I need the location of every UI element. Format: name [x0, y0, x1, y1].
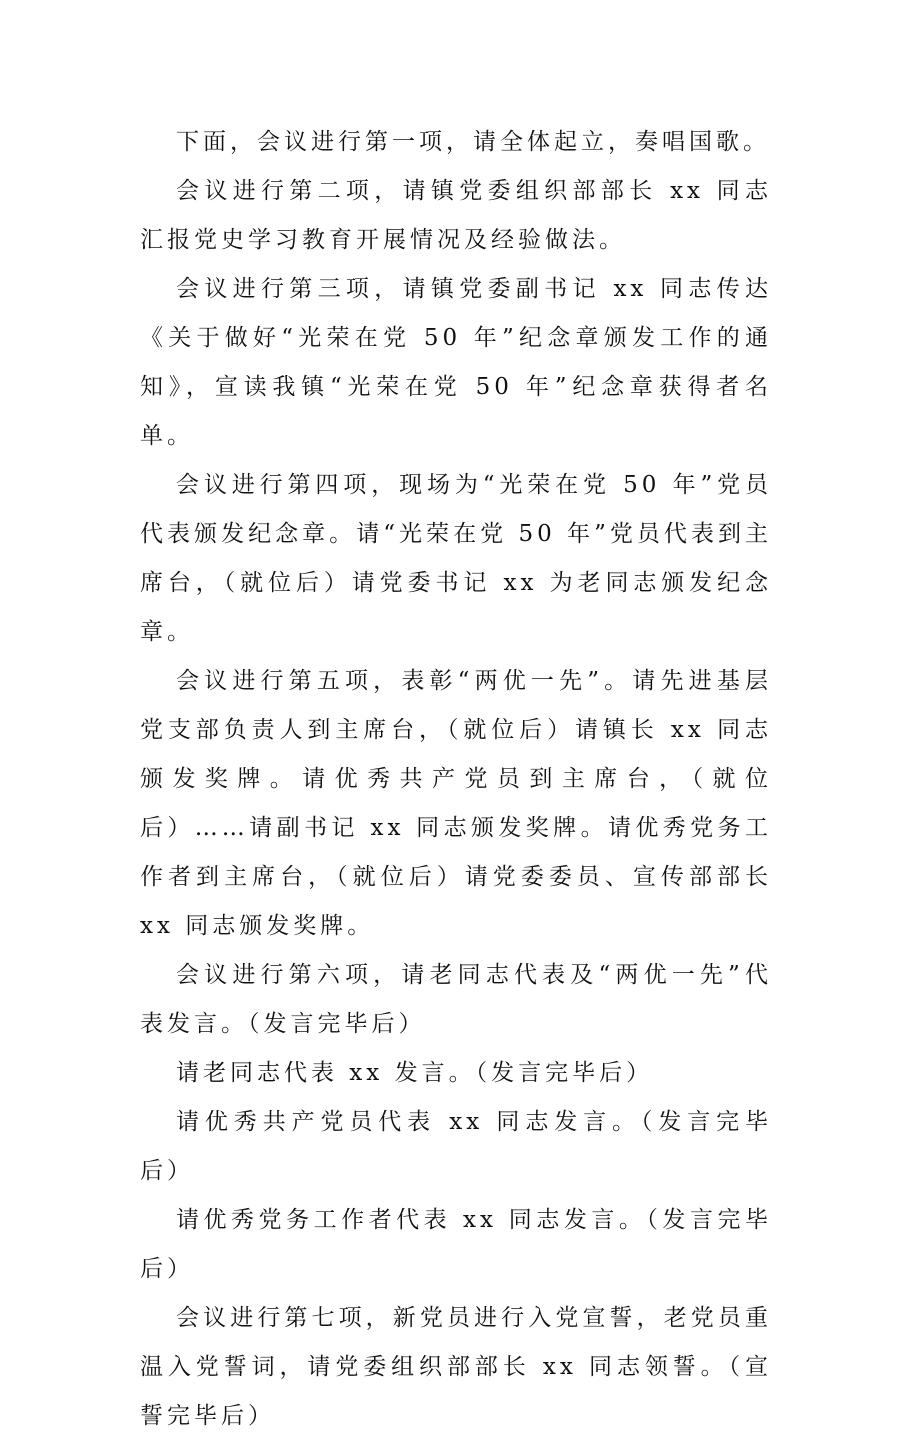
paragraph-item-6: 会议进行第六项，请老同志代表及“两优一先”代表发言。（发言完毕后） [140, 962, 772, 1037]
paragraph-item-10: 会议进行第七项，新党员进行入党宣誓，老党员重温入党誓词，请党委组织部部长 xx 同志领誓。（宣誓完毕后） [140, 1305, 772, 1429]
paragraph-item-4: 会议进行第四项，现场为“光荣在党 50 年”党员代表颁发纪念章。请“光荣在党 50 年”党员代表到主席台，（就位后）请党委书记 xx 为老同志颁发纪念章。 [140, 472, 772, 645]
paragraph-item-1: 下面，会议进行第一项，请全体起立，奏唱国歌。 [176, 129, 770, 155]
paragraph-item-9: 请优秀党务工作者代表 xx 同志发言。（发言完毕后） [140, 1207, 772, 1282]
paragraph-item-7: 请老同志代表 xx 发言。（发言完毕后） [176, 1060, 654, 1086]
paragraph-item-5: 会议进行第五项，表彰“两优一先”。请先进基层党支部负责人到主席台，（就位后）请镇长 xx 同志颁发奖牌。请优秀共产党员到主席台，（就位后）……请副书记 xx 同志颁发奖牌。请优秀党务工作者到主席台，（就位后）请党委委员、宣传部部长 xx 同志颁发奖牌。 [140, 668, 772, 939]
paragraph-item-2: 会议进行第二项，请镇党委组织部部长 xx 同志汇报党史学习教育开展情况及经验做法。 [140, 178, 772, 253]
paragraph-item-8: 请优秀共产党员代表 xx 同志发言。（发言完毕后） [140, 1109, 772, 1184]
document-body [140, 118, 772, 1441]
paragraph-item-3: 会议进行第三项，请镇党委副书记 xx 同志传达《关于做好“光荣在党 50 年”纪念章颁发工作的通知》，宣读我镇“光荣在党 50 年”纪念章获得者名单。 [140, 276, 772, 449]
